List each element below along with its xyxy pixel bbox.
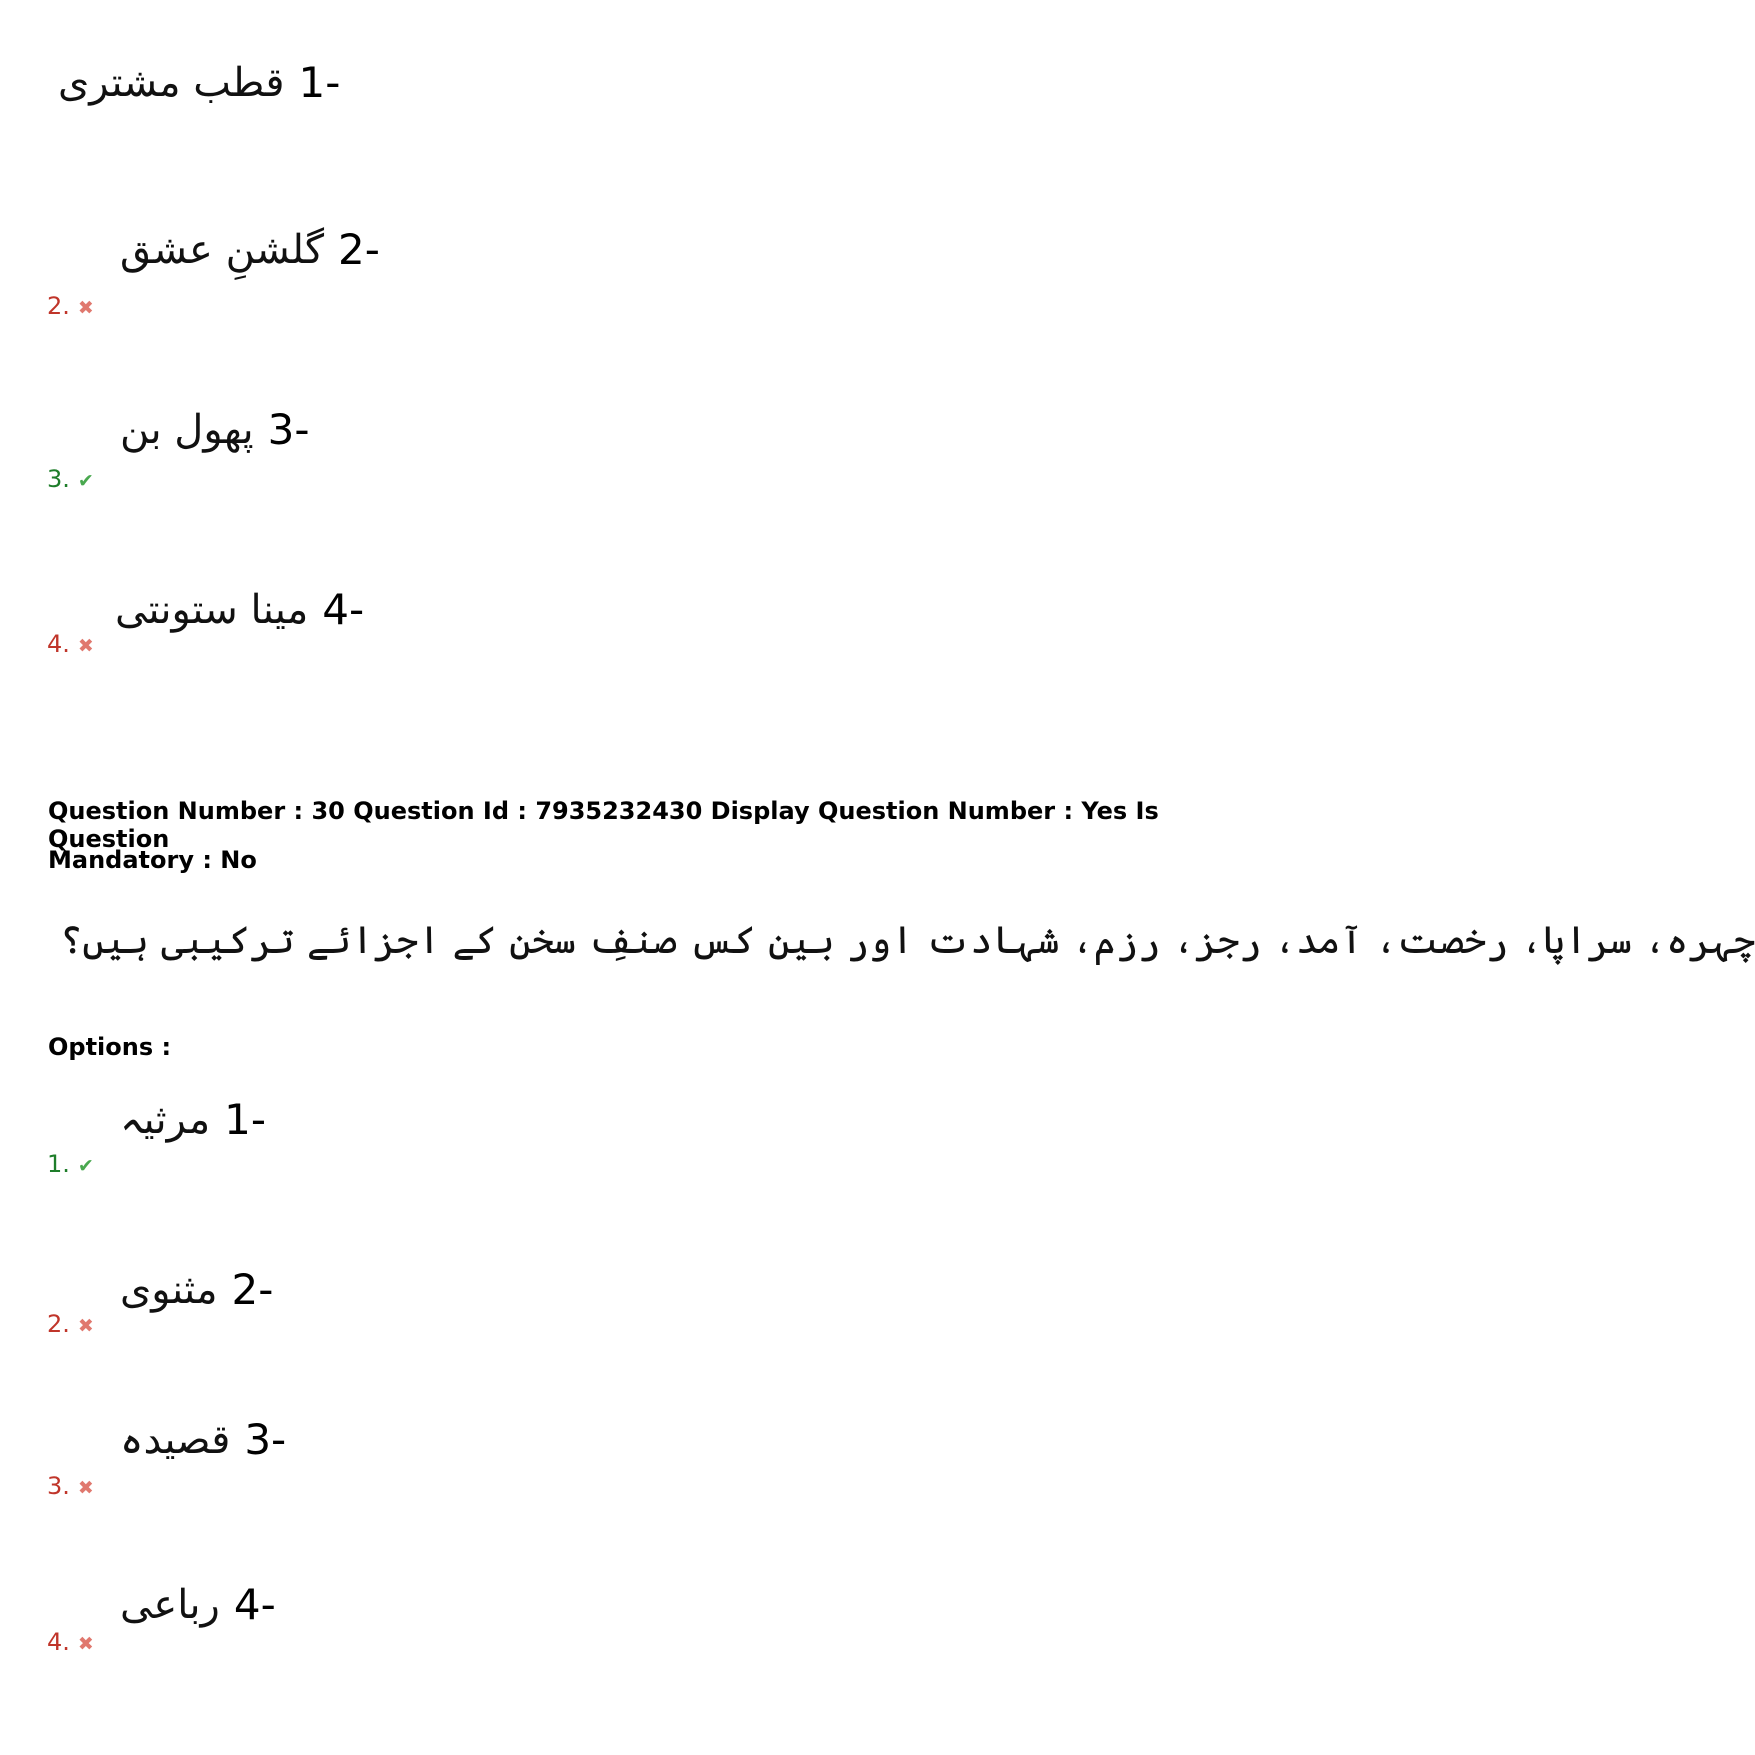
- option-number-label: 4-: [233, 1580, 276, 1629]
- prev-option-2: [120, 225, 380, 274]
- option-number: 2.: [47, 1310, 70, 1338]
- option-urdu-text: گلشنِ عشق: [120, 226, 325, 273]
- question-urdu-text: چہرہ، سراپا، رخصت، آمد، رجز، رزم، شہادت اور بین کس صنفِ سخن کے اجزائے ترکیبی ہیں؟: [60, 918, 1755, 962]
- option-number: 4.: [47, 630, 70, 658]
- option-number-label: 2-: [338, 225, 380, 274]
- option-number: 4.: [47, 1628, 70, 1656]
- option-3-marker: [47, 1472, 94, 1500]
- option-number: 2.: [47, 292, 70, 320]
- check-icon: ✔: [77, 470, 94, 492]
- option-1: [120, 1095, 267, 1144]
- option-3: [120, 1415, 287, 1464]
- option-urdu-text: رباعی: [120, 1581, 220, 1628]
- prev-option-3: [120, 405, 310, 454]
- option-number-label: 3-: [244, 1415, 287, 1464]
- option-urdu-text: مرثیہ: [120, 1096, 211, 1143]
- cross-icon: ✖: [77, 1477, 94, 1499]
- option-urdu-text: مثنوی: [120, 1266, 218, 1313]
- question-meta-line-1: Question Number : 30 Question Id : 7935232430 Display Question Number : Yes Is Question: [48, 797, 1159, 853]
- option-number: 3.: [47, 465, 70, 493]
- option-number-label: 4-: [322, 585, 365, 634]
- option-urdu-text: پھول بن: [120, 406, 254, 453]
- prev-option-4: [115, 585, 365, 634]
- option-urdu-text: قطب مشتری: [58, 59, 285, 106]
- prev-option-4-marker: [47, 630, 94, 658]
- option-number: 1.: [47, 1150, 70, 1178]
- cross-icon: ✖: [77, 297, 94, 319]
- option-2-marker: [47, 1310, 94, 1338]
- cross-icon: ✖: [77, 1315, 94, 1337]
- prev-option-1: [58, 58, 341, 107]
- option-number-label: 3-: [267, 405, 310, 454]
- check-icon: ✔: [77, 1155, 94, 1177]
- option-4-marker: [47, 1628, 94, 1656]
- option-4: [120, 1580, 276, 1629]
- cross-icon: ✖: [77, 1633, 94, 1655]
- option-number-label: 1-: [298, 58, 341, 107]
- option-1-marker: [47, 1150, 94, 1178]
- question-text: [60, 918, 1755, 962]
- option-number-label: 1-: [224, 1095, 267, 1144]
- option-number-label: 2-: [231, 1265, 274, 1314]
- question-meta-line-2: Mandatory : No: [48, 846, 257, 874]
- prev-option-2-marker: [47, 292, 94, 320]
- prev-option-3-marker: [47, 465, 94, 493]
- option-2: [120, 1265, 274, 1314]
- option-urdu-text: مینا ستونتی: [115, 586, 309, 633]
- cross-icon: ✖: [77, 635, 94, 657]
- option-number: 3.: [47, 1472, 70, 1500]
- options-label: Options :: [48, 1033, 172, 1061]
- option-urdu-text: قصیدہ: [120, 1416, 231, 1463]
